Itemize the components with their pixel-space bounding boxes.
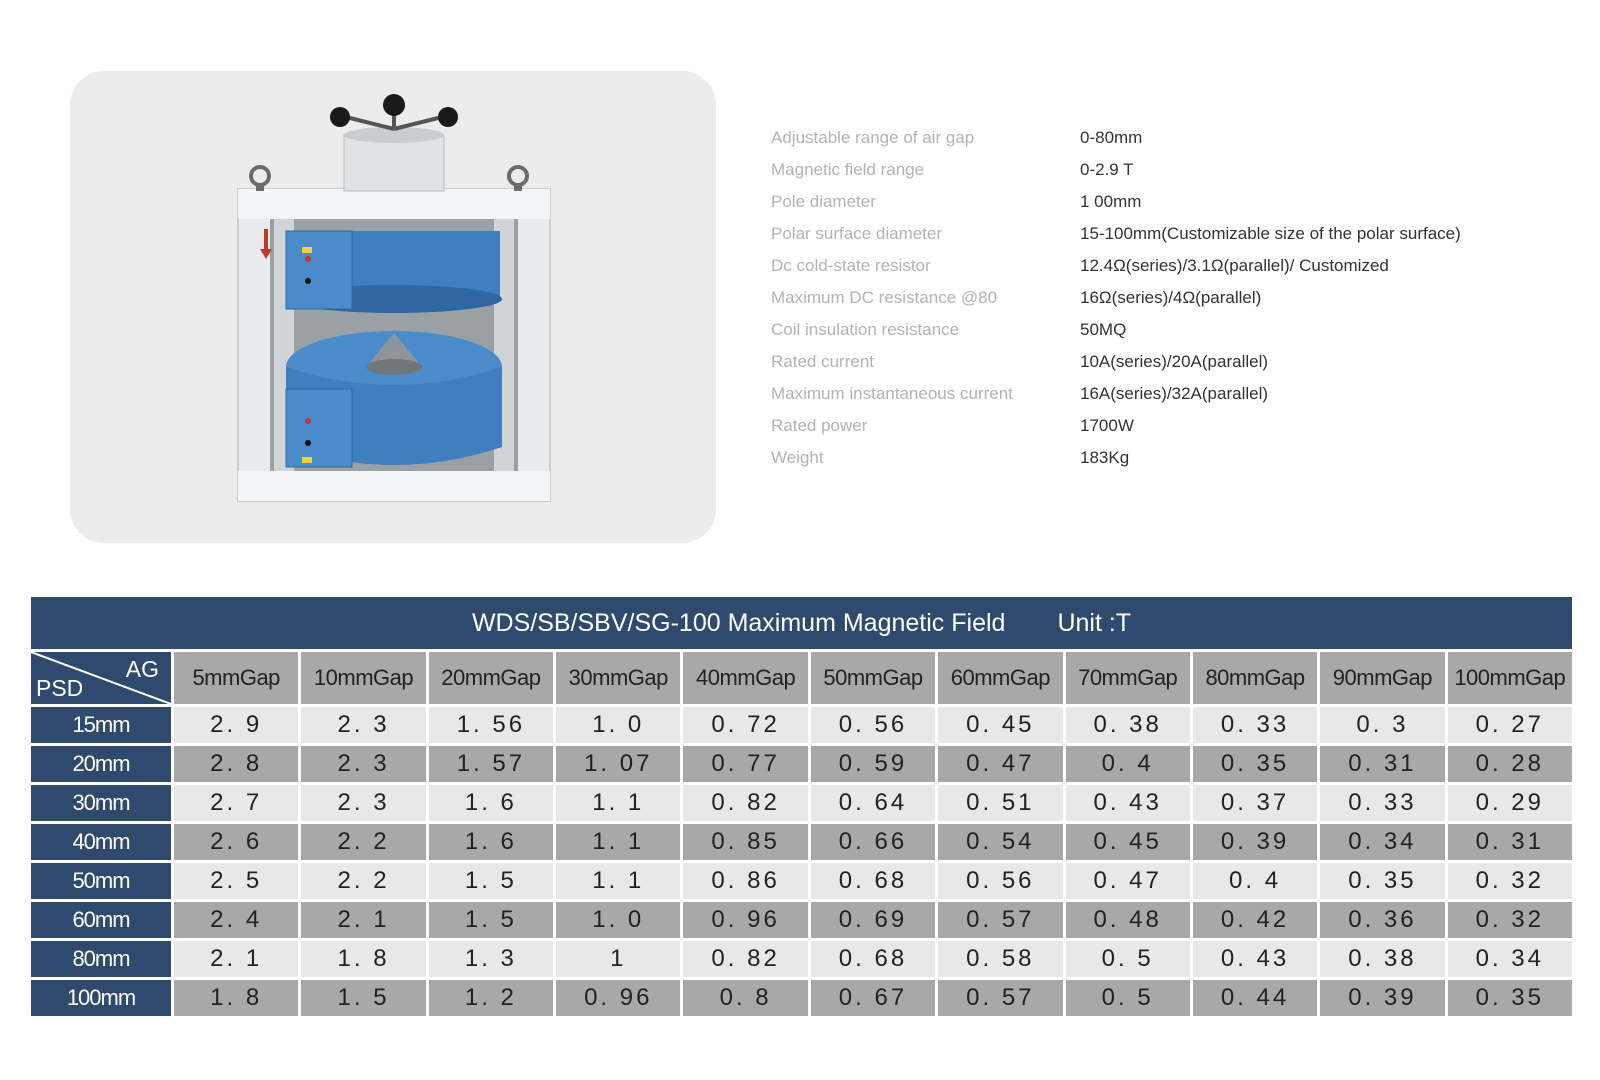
- table-row: [31, 707, 1572, 743]
- table-cell: 1. 5: [301, 980, 425, 1016]
- table-cell: 1. 07: [556, 746, 680, 782]
- table-cell: 0. 5: [1066, 980, 1190, 1016]
- table-cell: 0. 29: [1448, 785, 1572, 821]
- table-title-bar: [31, 597, 1572, 649]
- spec-label: Pole diameter: [771, 192, 876, 211]
- table-cell: 0. 43: [1193, 941, 1317, 977]
- row-header: 80mm: [31, 941, 171, 977]
- corner-label-psd: PSD: [36, 675, 84, 701]
- spec-row: [771, 122, 1551, 154]
- row-header: 60mm: [31, 902, 171, 938]
- row-header: 20mm: [31, 746, 171, 782]
- column-header: 40mmGap: [683, 652, 807, 704]
- table-cell: 0. 47: [938, 746, 1062, 782]
- table-cell: 0. 37: [1193, 785, 1317, 821]
- table-cell: 0. 32: [1448, 902, 1572, 938]
- table-cell: 0. 85: [683, 824, 807, 860]
- table-cell: 0. 57: [938, 902, 1062, 938]
- column-header: 60mmGap: [938, 652, 1062, 704]
- table-cell: 0. 72: [683, 707, 807, 743]
- spec-row: [771, 282, 1551, 314]
- table-cell: 2. 9: [174, 707, 298, 743]
- table-cell: 1. 6: [429, 824, 553, 860]
- spec-value: 1 00mm: [1080, 192, 1142, 211]
- column-header: 90mmGap: [1320, 652, 1444, 704]
- table-cell: 0. 44: [1193, 980, 1317, 1016]
- table-cell: 0. 34: [1448, 941, 1572, 977]
- table-cell: 2. 6: [174, 824, 298, 860]
- table-cell: 0. 35: [1193, 746, 1317, 782]
- column-header: 10mmGap: [301, 652, 425, 704]
- table-cell: 0. 67: [811, 980, 935, 1016]
- spec-value: 0-2.9 T: [1080, 160, 1134, 179]
- spec-value: 10A(series)/20A(parallel): [1080, 352, 1269, 371]
- spec-value: 16Ω(series)/4Ω(parallel): [1080, 288, 1262, 307]
- spec-row: [771, 346, 1551, 378]
- table-cell: 0. 45: [938, 707, 1062, 743]
- table-cell: 1. 1: [556, 785, 680, 821]
- table-cell: 0. 77: [683, 746, 807, 782]
- table-cell: 1. 2: [429, 980, 553, 1016]
- table-cell: 0. 42: [1193, 902, 1317, 938]
- table-cell: 0. 27: [1448, 707, 1572, 743]
- electromagnet-illustration: [70, 71, 716, 543]
- table-cell: 1. 1: [556, 824, 680, 860]
- spec-value: 12.4Ω(series)/3.1Ω(parallel)/ Customized: [1080, 256, 1389, 275]
- row-header: 100mm: [31, 980, 171, 1016]
- table-cell: 0. 54: [938, 824, 1062, 860]
- table-cell: 0. 82: [683, 785, 807, 821]
- table-cell: 2. 2: [301, 863, 425, 899]
- table-cell: 2. 8: [174, 746, 298, 782]
- table-cell: 0. 96: [556, 980, 680, 1016]
- table-cell: 1. 5: [429, 863, 553, 899]
- spec-list: [771, 122, 1551, 474]
- field-data-table: [28, 649, 1575, 1019]
- table-cell: 1. 5: [429, 902, 553, 938]
- spec-label: Weight: [771, 448, 824, 467]
- column-header: 80mmGap: [1193, 652, 1317, 704]
- spec-label: Maximum DC resistance @80: [771, 288, 998, 307]
- table-cell: 0. 32: [1448, 863, 1572, 899]
- spec-label: Rated power: [771, 416, 868, 435]
- row-header: 40mm: [31, 824, 171, 860]
- table-cell: 0. 39: [1320, 980, 1444, 1016]
- table-cell: 2. 1: [174, 941, 298, 977]
- spec-value: 50MQ: [1080, 320, 1127, 339]
- table-cell: 0. 35: [1320, 863, 1444, 899]
- spec-label: Adjustable range of air gap: [771, 128, 975, 147]
- table-cell: 0. 34: [1320, 824, 1444, 860]
- table-cell: 1: [556, 941, 680, 977]
- table-cell: 0. 31: [1320, 746, 1444, 782]
- table-cell: 0. 38: [1066, 707, 1190, 743]
- column-header: 5mmGap: [174, 652, 298, 704]
- table-cell: 0. 35: [1448, 980, 1572, 1016]
- spec-row: [771, 250, 1551, 282]
- table-cell: 0. 48: [1066, 902, 1190, 938]
- table-cell: 1. 8: [174, 980, 298, 1016]
- table-cell: 0. 38: [1320, 941, 1444, 977]
- table-cell: 0. 5: [1066, 941, 1190, 977]
- table-row: [31, 980, 1572, 1016]
- table-cell: 1. 3: [429, 941, 553, 977]
- table-cell: 0. 36: [1320, 902, 1444, 938]
- table-cell: 0. 47: [1066, 863, 1190, 899]
- table-row: [31, 902, 1572, 938]
- table-cell: 0. 82: [683, 941, 807, 977]
- table-cell: 0. 59: [811, 746, 935, 782]
- spec-value: 16A(series)/32A(parallel): [1080, 384, 1269, 403]
- spec-value: 0-80mm: [1080, 128, 1143, 147]
- spec-row: [771, 218, 1551, 250]
- table-cell: 1. 1: [556, 863, 680, 899]
- row-header: 30mm: [31, 785, 171, 821]
- spec-row: [771, 186, 1551, 218]
- table-header-row: [31, 652, 1572, 704]
- table-cell: 1. 56: [429, 707, 553, 743]
- table-cell: 2. 4: [174, 902, 298, 938]
- table-cell: 2. 3: [301, 707, 425, 743]
- table-cell: 0. 68: [811, 941, 935, 977]
- table-cell: 0. 51: [938, 785, 1062, 821]
- table-cell: 0. 3: [1320, 707, 1444, 743]
- column-header: 50mmGap: [811, 652, 935, 704]
- table-cell: 0. 69: [811, 902, 935, 938]
- spec-value: 1700W: [1080, 416, 1134, 435]
- table-cell: 0. 39: [1193, 824, 1317, 860]
- table-cell: 0. 66: [811, 824, 935, 860]
- table-cell: 0. 57: [938, 980, 1062, 1016]
- table-cell: 0. 45: [1066, 824, 1190, 860]
- table-cell: 1. 8: [301, 941, 425, 977]
- table-cell: 0. 58: [938, 941, 1062, 977]
- spec-row: [771, 314, 1551, 346]
- table-cell: 0. 33: [1320, 785, 1444, 821]
- spec-row: [771, 442, 1551, 474]
- spec-row: [771, 378, 1551, 410]
- table-cell: 0. 86: [683, 863, 807, 899]
- table-row: [31, 941, 1572, 977]
- table-cell: 0. 28: [1448, 746, 1572, 782]
- table-cell: 0. 56: [811, 707, 935, 743]
- table-cell: 0. 4: [1193, 863, 1317, 899]
- table-row: [31, 746, 1572, 782]
- table-cell: 1. 57: [429, 746, 553, 782]
- column-header: 30mmGap: [556, 652, 680, 704]
- column-header: 70mmGap: [1066, 652, 1190, 704]
- spec-row: [771, 154, 1551, 186]
- table-body: [31, 707, 1572, 1016]
- spec-label: Magnetic field range: [771, 160, 925, 179]
- table-unit: Unit :T: [1057, 608, 1132, 637]
- column-header: 100mmGap: [1448, 652, 1572, 704]
- table-cell: 0. 56: [938, 863, 1062, 899]
- table-cell: 1. 0: [556, 902, 680, 938]
- spec-label: Coil insulation resistance: [771, 320, 960, 339]
- table-cell: 0. 4: [1066, 746, 1190, 782]
- table-cell: 1. 6: [429, 785, 553, 821]
- spec-label: Polar surface diameter: [771, 224, 943, 243]
- table-row: [31, 824, 1572, 860]
- table-cell: 0. 43: [1066, 785, 1190, 821]
- table-cell: 0. 31: [1448, 824, 1572, 860]
- spec-value: 183Kg: [1080, 448, 1130, 467]
- spec-label: Rated current: [771, 352, 874, 371]
- table-title: WDS/SB/SBV/SG-100 Maximum Magnetic Field: [471, 608, 1006, 637]
- table-cell: 2. 2: [301, 824, 425, 860]
- magnetic-field-table: [31, 597, 1572, 1016]
- spec-value: 15-100mm(Customizable size of the polar surface): [1080, 224, 1461, 243]
- product-photo: [70, 71, 716, 543]
- table-cell: 0. 8: [683, 980, 807, 1016]
- table-cell: 2. 3: [301, 746, 425, 782]
- table-cell: 0. 64: [811, 785, 935, 821]
- table-cell: 2. 1: [301, 902, 425, 938]
- column-header: 20mmGap: [429, 652, 553, 704]
- table-cell: 2. 5: [174, 863, 298, 899]
- table-row: [31, 785, 1572, 821]
- corner-label-ag: AG: [125, 656, 159, 682]
- table-cell: 2. 7: [174, 785, 298, 821]
- row-header: 50mm: [31, 863, 171, 899]
- table-cell: 2. 3: [301, 785, 425, 821]
- row-header: 15mm: [31, 707, 171, 743]
- table-cell: 0. 68: [811, 863, 935, 899]
- spec-label: Dc cold-state resistor: [771, 256, 931, 275]
- table-corner-cell: [31, 652, 171, 704]
- table-cell: 0. 33: [1193, 707, 1317, 743]
- table-cell: 0. 96: [683, 902, 807, 938]
- spec-label: Maximum instantaneous current: [771, 384, 1013, 403]
- spec-row: [771, 410, 1551, 442]
- table-cell: 1. 0: [556, 707, 680, 743]
- table-row: [31, 863, 1572, 899]
